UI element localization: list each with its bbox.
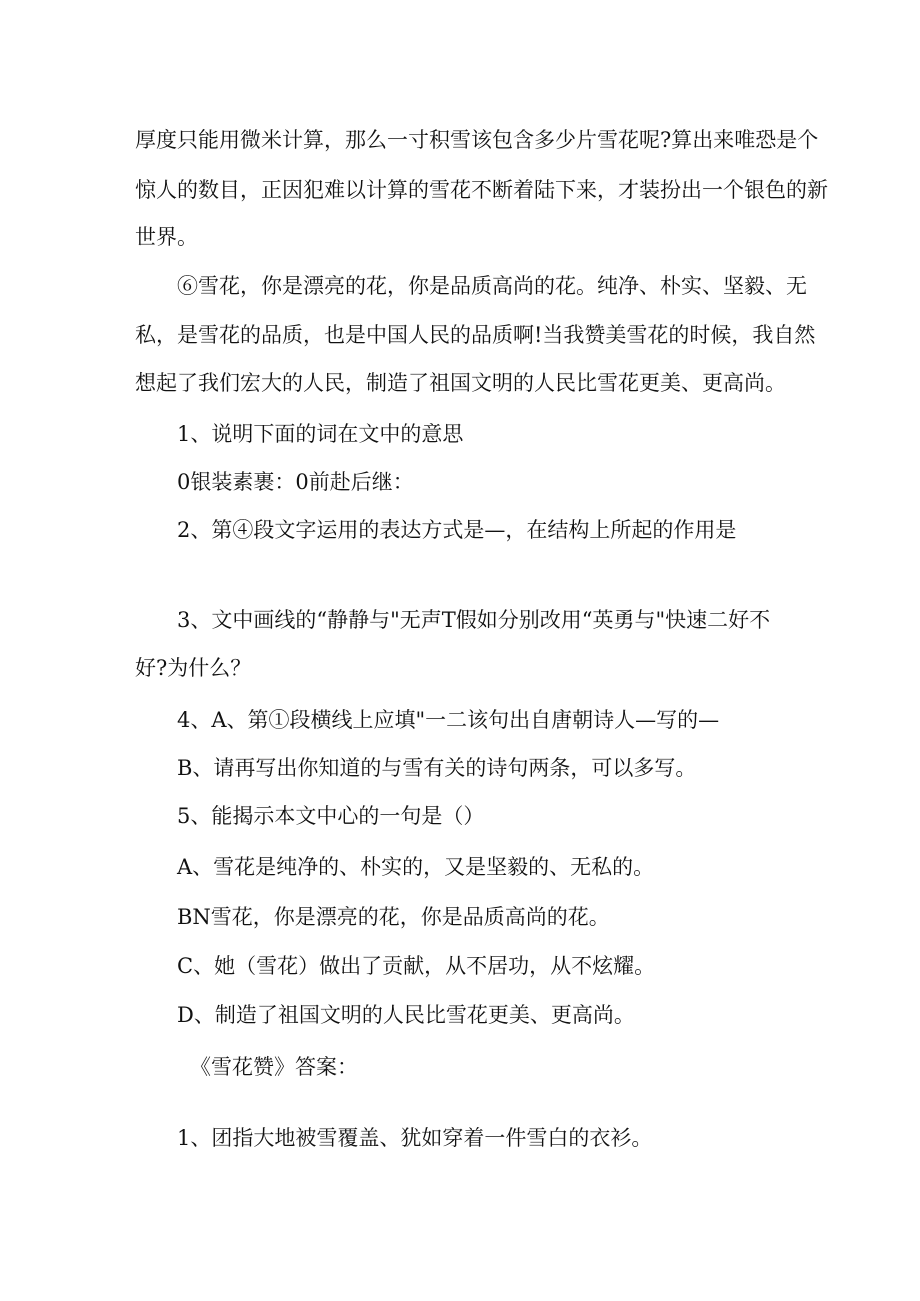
question-2: 2、第④段文字运用的表达方式是—，在结构上所起的作用是 xyxy=(177,518,737,542)
paragraph-line: 世界。 xyxy=(135,225,198,249)
question-1-terms: 0银装素裹：0前赴后继： xyxy=(177,470,414,494)
paragraph-line: 厚度只能用微米计算，那么一寸积雪该包含多少片雪花呢?算出来唯恐是个 xyxy=(135,128,819,152)
paragraph-line: ⑥雪花，你是漂亮的花，你是品质高尚的花。纯净、朴实、坚毅、无 xyxy=(177,274,807,298)
paragraph-line: 私，是雪花的品质，也是中国人民的品质啊!当我赞美雪花的时候，我自然 xyxy=(135,323,816,347)
paragraph-line: 惊人的数目，正因犯难以计算的雪花不断着陆下来，才装扮出一个银色的新 xyxy=(135,178,828,202)
question-4b: B、请再写出你知道的与雪有关的诗句两条，可以多写。 xyxy=(177,756,697,780)
question-3-continued: 好?为什么？ xyxy=(135,656,252,680)
option-c: C、她（雪花）做出了贡献，从不居功，从不炫耀。 xyxy=(177,954,656,978)
question-5: 5、能揭示本文中心的一句是（） xyxy=(177,804,485,828)
answer-1: 1、团指大地被雪覆盖、犹如穿着一件雪白的衣衫。 xyxy=(177,1126,653,1150)
paragraph-line: 想起了我们宏大的人民，制造了祖国文明的人民比雪花更美、更高尚。 xyxy=(135,371,786,395)
question-4a: 4、A、第①段横线上应填"一二该句出自唐朝诗人—写的— xyxy=(177,708,720,732)
option-a: A、雪花是纯净的、朴实的，又是坚毅的、无私的。 xyxy=(177,855,655,879)
option-d: D、制造了祖国文明的人民比雪花更美、更高尚。 xyxy=(177,1003,635,1027)
question-3: 3、文中画线的“静静与"无声T假如分别改用“英勇与"快速二好不 xyxy=(177,608,771,632)
question-1: 1、说明下面的词在文中的意思 xyxy=(177,422,464,446)
option-b: BN雪花，你是漂亮的花，你是品质高尚的花。 xyxy=(177,905,610,929)
answers-title: 《雪花赞》答案： xyxy=(190,1055,358,1079)
